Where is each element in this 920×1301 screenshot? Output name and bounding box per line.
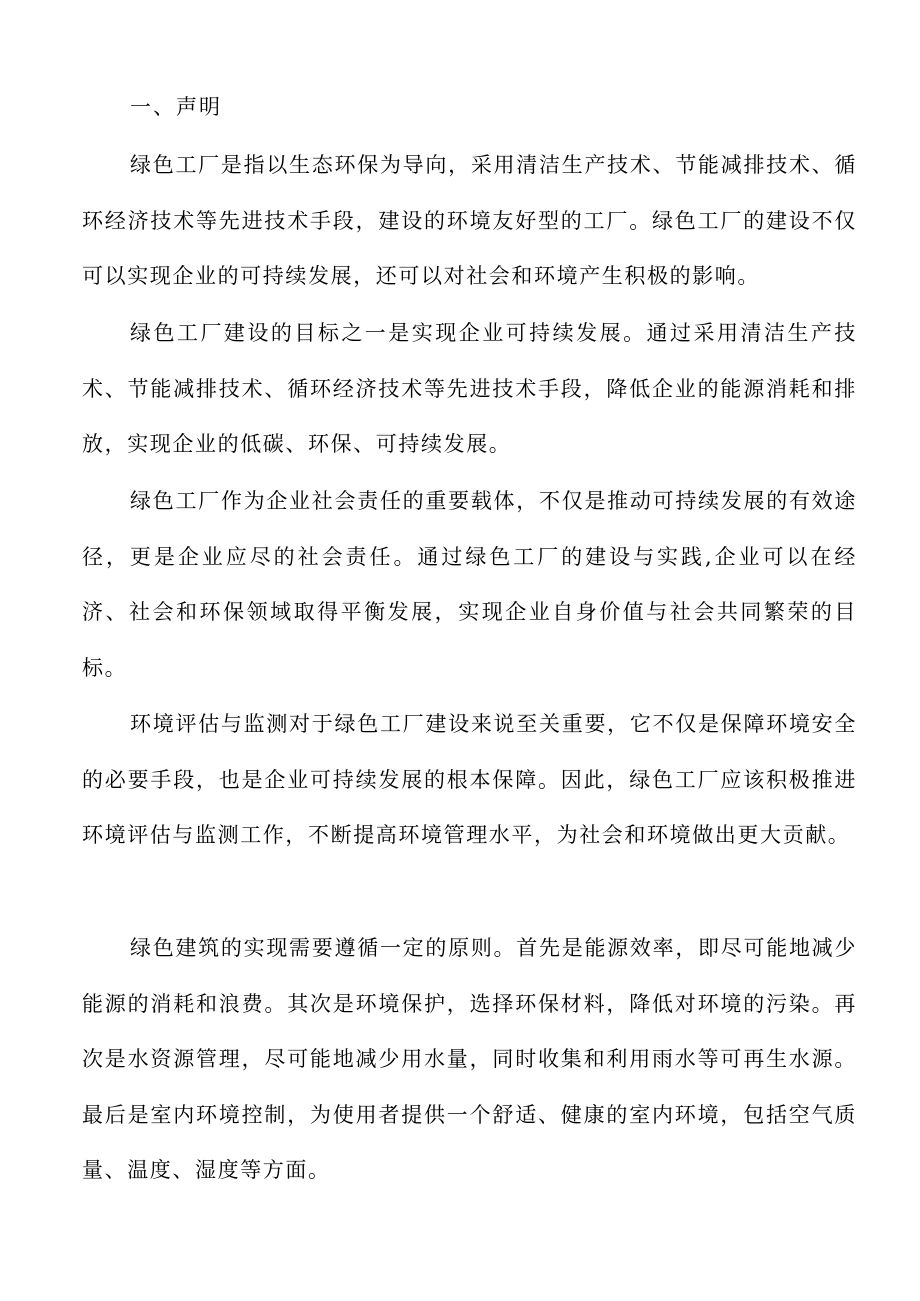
paragraph-5: 绿色建筑的实现需要遵循一定的原则。首先是能源效率，即尽可能地减少能源的消耗和浪费。其次是环境保护，选择环保材料，降低对环境的污染。再次是水资源管理，尽可能地减少用水量，同时收集和利用雨水等可再生水源。最后是室内环境控制，为使用者提供一个舒适、健康的室内环境，包括空气质量、温度、湿度等方面。: [82, 936, 857, 1182]
paragraph-1: 绿色工厂是指以生态环保为导向，采用清洁生产技术、节能减排技术、循环经济技术等先进技术手段，建设的环境友好型的工厂。绿色工厂的建设不仅可以实现企业的可持续发展，还可以对社会和环境产生积极的影响。: [82, 153, 857, 288]
paragraph-3: 绿色工厂作为企业社会责任的重要载体，不仅是推动可持续发展的有效途径，更是企业应尽的社会责任。通过绿色工厂的建设与实践,企业可以在经济、社会和环保领域取得平衡发展，实现企业自身价值与社会共同繁荣的目标。: [82, 489, 857, 680]
paragraph-4: 环境评估与监测对于绿色工厂建设来说至关重要，它不仅是保障环境安全的必要手段，也是企业可持续发展的根本保障。因此，绿色工厂应该积极推进环境评估与监测工作，不断提高环境管理水平，为社会和环境做出更大贡献。: [82, 712, 857, 847]
section-heading: 一、声明: [130, 95, 222, 119]
paragraph-2: 绿色工厂建设的目标之一是实现企业可持续发展。通过采用清洁生产技术、节能减排技术、循环经济技术等先进技术手段，降低企业的能源消耗和排放，实现企业的低碳、环保、可持续发展。: [82, 321, 857, 456]
